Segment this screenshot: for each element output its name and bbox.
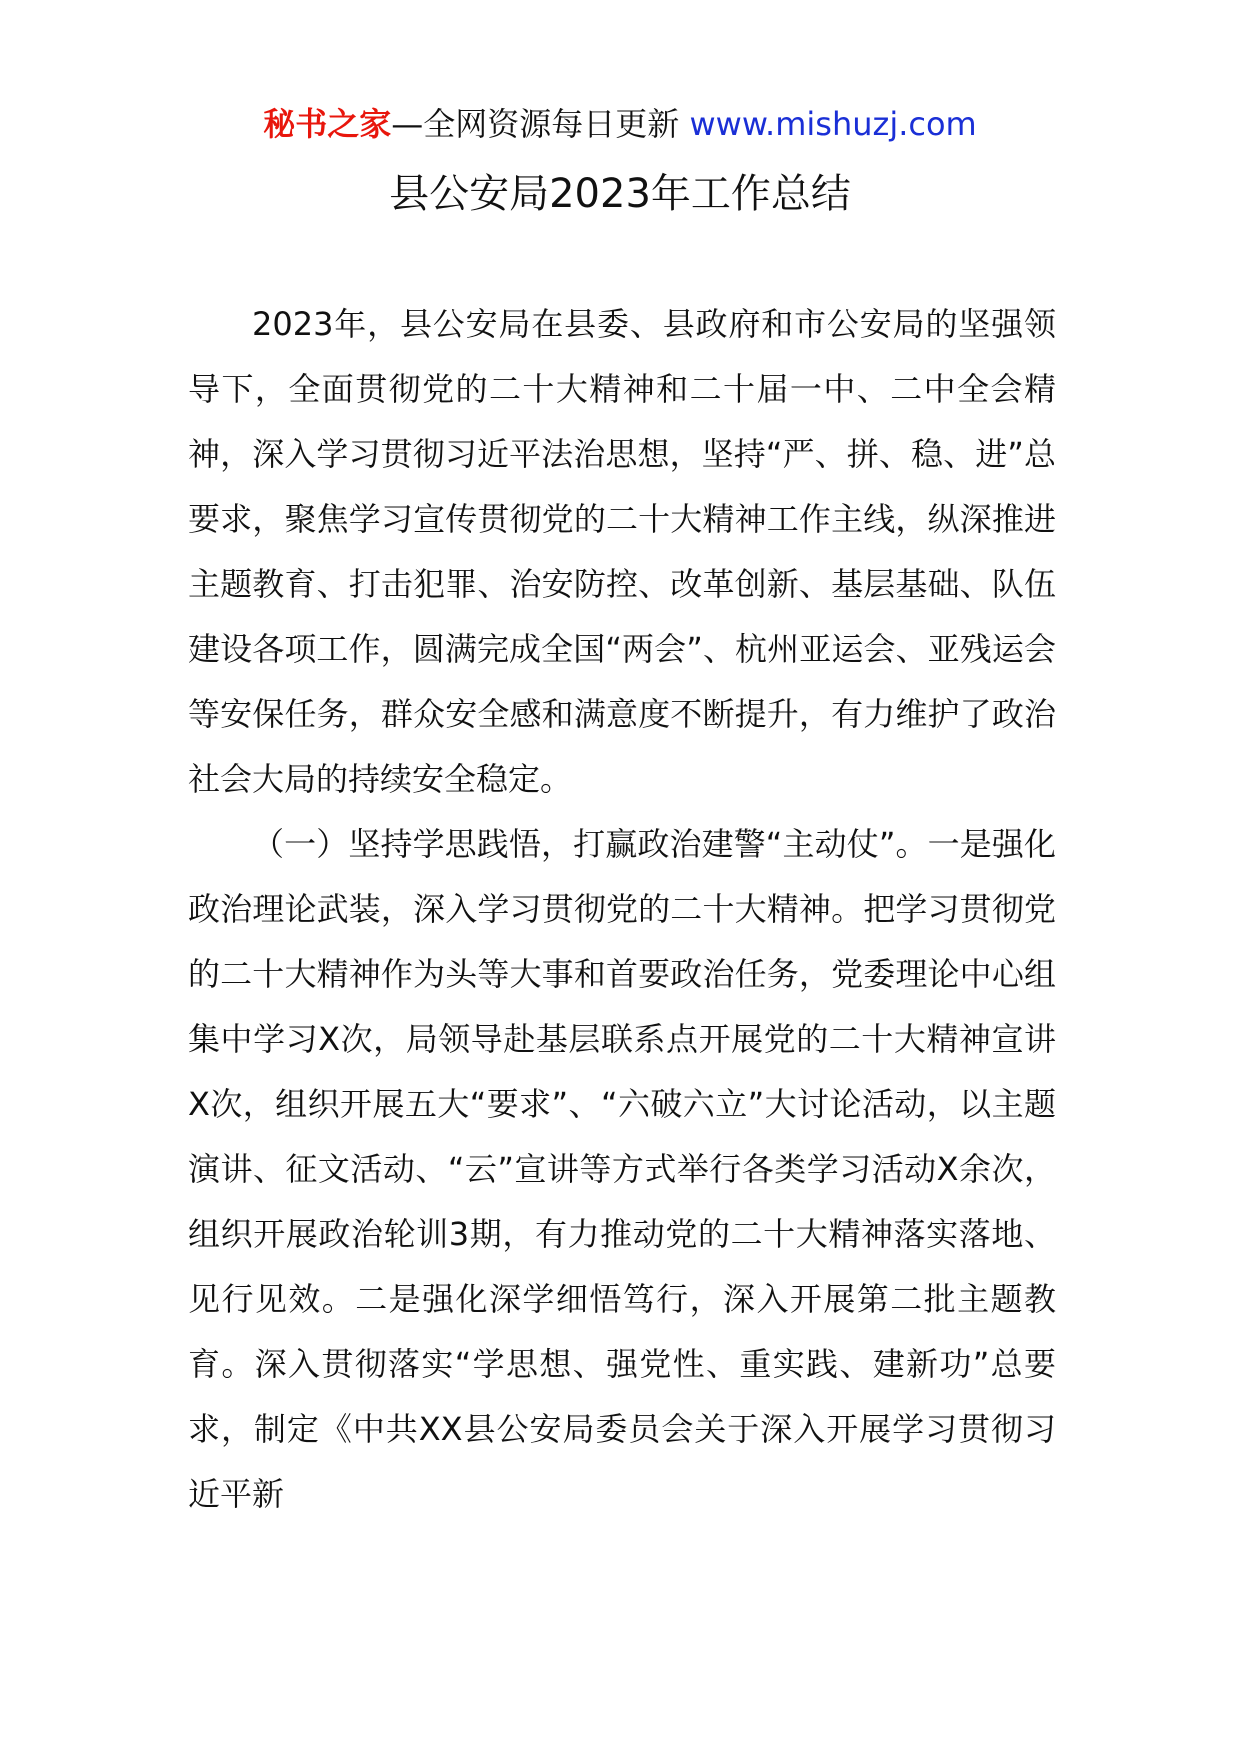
watermark-header [0,100,1240,148]
paragraph-section-1: （一）坚持学思践悟，打赢政治建警“主动仗”。一是强化政治理论武装，深入学习贯彻党的二十大精神。把学习贯彻党的二十大精神作为头等大事和首要政治任务，党委理论中心组集中学习X次，局领导赴基层联系点开展党的二十大精神宣讲X次，组织开展五大“要求”、“六破六立”大讨论活动，以主题演讲、征文活动、“云”宣讲等方式举行各类学习活动X余次，组织开展政治轮训3期，有力推动党的二十大精神落实落地、见行见效。二是强化深学细悟笃行，深入开展第二批主题教育。深入贯彻落实“学思想、强党性、重实践、建新功”总要求，制定《中共XX县公安局委员会关于深入开展学习贯彻习近平新 [188,825,1056,1513]
brand-name: 秘书之家 [263,105,392,143]
document-title: 县公安局2023年工作总结 [389,171,851,217]
site-link[interactable]: www.mishuzj.com [689,105,977,143]
document-body [188,292,1056,1527]
header-slogan: —全网资源每日更新 [391,105,690,143]
paragraph-intro: 2023年，县公安局在县委、县政府和市公安局的坚强领导下，全面贯彻党的二十大精神和二十届一中、二中全会精神，深入学习贯彻习近平法治思想，坚持“严、拼、稳、进”总要求，聚焦学习宣传贯彻党的二十大精神工作主线，纵深推进主题教育、打击犯罪、治安防控、改革创新、基层基础、队伍建设各项工作，圆满完成全国“两会”、杭州亚运会、亚残运会等安保任务，群众安全感和满意度不断提升，有力维护了政治社会大局的持续安全稳定。 [188,305,1056,798]
